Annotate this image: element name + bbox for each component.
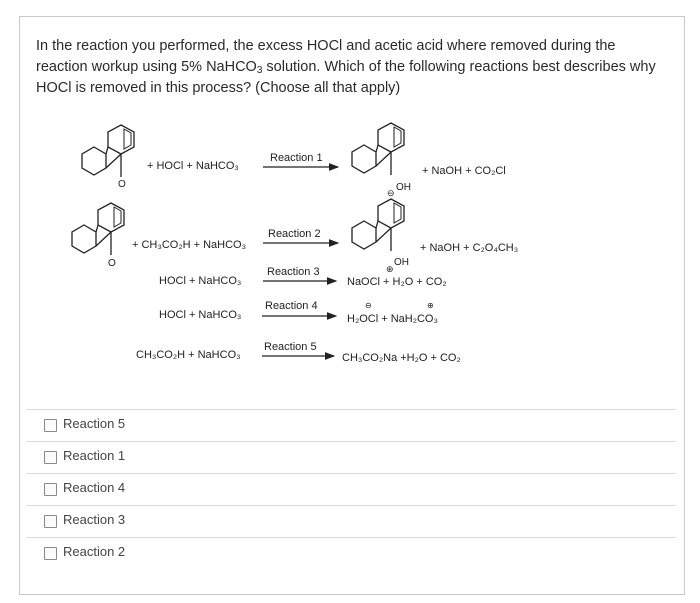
option-label: Reaction 4 (63, 480, 126, 495)
reaction-4-products: H₂OCl + NaH₂CO₃ (347, 313, 438, 325)
ketone-oxygen-label: O (118, 179, 126, 190)
reaction-4-reagents: HOCl + NaHCO₃ (159, 309, 242, 321)
option-reaction-1[interactable] (26, 441, 676, 470)
reaction-4-minus-charge-icon: ⊖ (365, 301, 372, 310)
reaction-5-products: CH₃CO₂Na +H₂O + CO₂ (342, 352, 461, 364)
product-2-oh-label: OH (394, 257, 409, 268)
reaction-4-label: Reaction 4 (265, 300, 318, 312)
reactant-2-structure (72, 203, 124, 269)
question-text: In the reaction you performed, the excess HOCl and acetic acid where removed during the reaction workup using 5% NaHCO$_3$ solution. Which of the following reactions best describes why HOCl is removed in this process? (Choose all that apply) (36, 38, 656, 96)
option-label: Reaction 3 (63, 512, 126, 527)
checkbox[interactable] (44, 515, 57, 528)
reaction-scheme (20, 117, 684, 397)
option-label: Reaction 5 (63, 416, 126, 431)
option-label: Reaction 1 (63, 448, 126, 463)
reaction-2-label: Reaction 2 (268, 228, 321, 240)
reaction-5-reagents: CH₃CO₂H + NaHCO₃ (136, 349, 241, 361)
reactant-1-structure (82, 125, 134, 190)
reaction-4-plus-charge-icon: ⊕ (427, 301, 434, 310)
reaction-2-products: + NaOH + C₂O₄CH₃ (420, 242, 519, 254)
reaction-1-reagents: + HOCl + NaHCO₃ (147, 160, 239, 172)
option-label: Reaction 2 (63, 544, 126, 559)
reaction-3-reagents: HOCl + NaHCO₃ (159, 275, 242, 287)
checkbox[interactable] (44, 547, 57, 560)
product-2-charge-icon: ⊕ (386, 264, 394, 274)
option-reaction-5[interactable] (26, 409, 676, 438)
ketone-oxygen-label-2: O (108, 258, 116, 269)
option-reaction-2[interactable] (26, 537, 676, 566)
option-reaction-4[interactable] (26, 473, 676, 502)
product-2-structure (352, 199, 409, 274)
reaction-3-products: NaOCl + H₂O + CO₂ (347, 276, 447, 288)
reaction-5-label: Reaction 5 (264, 341, 317, 353)
checkbox[interactable] (44, 451, 57, 464)
question-card (19, 16, 685, 595)
reaction-1-label: Reaction 1 (270, 152, 323, 164)
product-1-charge-icon: ⊖ (387, 188, 395, 198)
reaction-2-reagents: + CH₃CO₂H + NaHCO₃ (132, 239, 247, 251)
checkbox[interactable] (44, 483, 57, 496)
checkbox[interactable] (44, 419, 57, 432)
product-1-structure (352, 123, 411, 198)
reaction-1-products: + NaOH + CO₂Cl (422, 165, 506, 177)
option-reaction-3[interactable] (26, 505, 676, 534)
product-1-oh-label: OH (396, 182, 411, 193)
reaction-3-label: Reaction 3 (267, 266, 320, 278)
